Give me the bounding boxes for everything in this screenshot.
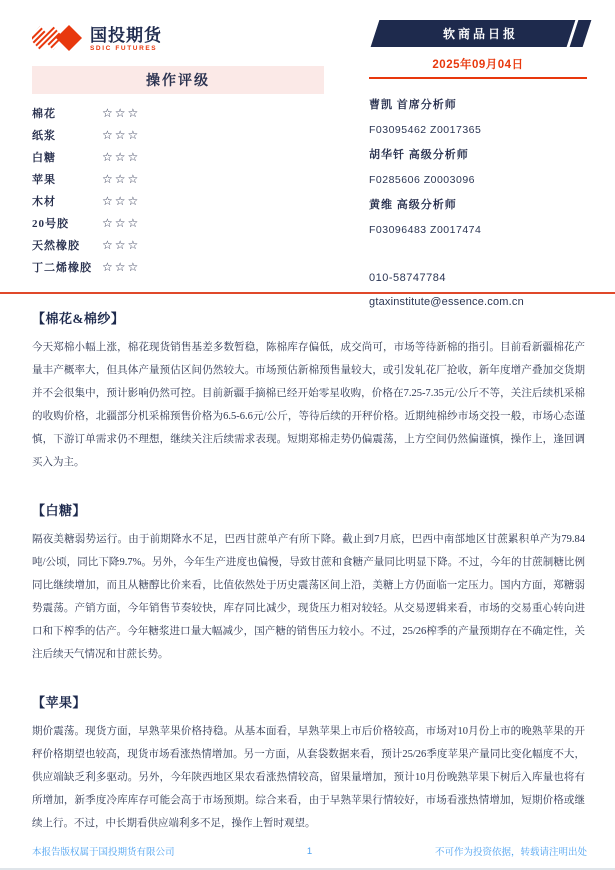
report-content <box>32 308 585 861</box>
header-right-column <box>369 20 587 314</box>
analyst-name: 胡华钎 高级分析师 <box>369 149 469 161</box>
sdic-logo <box>32 20 332 60</box>
brand-name-cn: 国投期货 <box>90 26 162 46</box>
rating-stars: ☆☆☆ <box>102 106 141 120</box>
section-body: 期价震荡。现货方面，早熟苹果价格持稳。从基本面看，早熟苹果上市后价格较高，市场对10月份上市的晚熟苹果的开秤价格期望也较高，现货市场看涨热情增加。另一方面，从套袋数据来看，预计25/26季度苹果产量同比变化幅度不大，供应端缺乏利多驱动。另外，今年陕西地区果农看涨热情较高，留果量增加，预计10月份晚熟苹果下树后入库量也将有所增加，新季度冷库库存可能会高于市场预期。综合来看，由于早熟苹果行情较好，市场看涨热情增加，短期价格或继续上行。不过，中长期看供应端利多不足，操作上暂时观望。 <box>32 726 585 829</box>
rating-row <box>32 124 332 146</box>
rating-commodity-label: 苹果 <box>32 174 56 186</box>
contact-phone: 010-58747784 <box>369 272 446 284</box>
rating-commodity-label: 丁二烯橡胶 <box>32 262 92 274</box>
rating-row <box>32 212 332 234</box>
rating-row <box>32 168 332 190</box>
rating-row <box>32 146 332 168</box>
analyst-list <box>369 93 587 314</box>
section-title: 【白糖】 <box>32 503 87 518</box>
footer-copyright: 本报告版权属于国投期货有限公司 <box>32 847 175 858</box>
contact-email: gtaxinstitute@essence.com.cn <box>369 296 524 308</box>
rating-commodity-label: 白糖 <box>32 152 56 164</box>
rating-row <box>32 102 332 124</box>
section-cotton <box>32 308 585 474</box>
rating-stars: ☆☆☆ <box>102 172 141 186</box>
sdic-logo-icon <box>32 20 84 61</box>
rating-list <box>32 102 332 278</box>
rating-box-header <box>32 66 324 94</box>
rating-row <box>32 234 332 256</box>
rating-stars: ☆☆☆ <box>102 216 141 230</box>
rating-stars: ☆☆☆ <box>102 238 141 252</box>
logo-text <box>90 27 162 53</box>
section-body: 今天郑棉小幅上涨，棉花现货销售基差多数暂稳，陈棉库存偏低，成交尚可，市场等待新棉的指引。目前看新疆棉花产量丰产概率大，但具体产量预估区间仍然较大。市场预估新棉预售量较大，或引发轧花厂抢收，新年度增产叠加交货期并不会很集中，预计影响仍然可控。目前新疆手摘棉已经开始零星收购，价格在7.25-7.35元/公斤不等，关注后续机采棉的收购价格，北疆部分机采棉预售价格为6.5-6.6元/公斤，等待后续的开秤价格。近期纯棉纱市场交投一般，市场心态谨慎，下游订单需求仍不理想，继续关注后续需求表现。短期郑棉走势仍偏震荡，上方空间仍然偏谨慎，操作上，逢回调买入为主。 <box>32 342 585 468</box>
report-type-banner <box>371 20 592 47</box>
analyst-license-codes: F0285606 Z0003096 <box>369 174 475 186</box>
page-number: 1 <box>306 845 313 857</box>
rating-commodity-label: 纸浆 <box>32 130 56 142</box>
section-apple <box>32 692 585 835</box>
brand-name-en: SDIC FUTURES <box>90 45 158 53</box>
rating-stars: ☆☆☆ <box>102 150 141 164</box>
header-divider <box>0 292 615 294</box>
rating-commodity-label: 棉花 <box>32 108 56 120</box>
rating-commodity-label: 木材 <box>32 196 56 208</box>
section-title: 【苹果】 <box>32 695 87 710</box>
report-footer <box>32 844 587 858</box>
report-date: 2025年09月04日 <box>369 56 587 79</box>
section-sugar <box>32 500 585 666</box>
rating-row <box>32 190 332 212</box>
rating-commodity-label: 20号胶 <box>32 218 69 230</box>
report-header <box>0 0 615 314</box>
header-left-column <box>32 20 332 314</box>
rating-stars: ☆☆☆ <box>102 260 141 274</box>
analyst-license-codes: F03096483 Z0017474 <box>369 224 482 236</box>
rating-commodity-label: 天然橡胶 <box>32 240 80 252</box>
rating-stars: ☆☆☆ <box>102 194 141 208</box>
analyst-name: 黄维 高级分析师 <box>369 199 457 211</box>
rating-box-title: 操作评级 <box>146 74 210 89</box>
analyst-name: 曹凯 首席分析师 <box>369 99 457 111</box>
section-body: 隔夜美糖弱势运行。由于前期降水不足，巴西甘蔗单产有所下降。截止到7月底，巴西中南部地区甘蔗累积单产为79.84吨/公顷，同比下降9.7%。另外，今年生产进度也偏慢，导致甘蔗和食糖产量同比明显下降。不过，今年的甘蔗制糖比例同比继续增加，而且从糖醇比价来看，比值依然处于历史震荡区间上沿，美糖上方仍面临一定压力。国内方面，郑糖弱势震荡。产销方面，今年销售节奏较快，库存同比减少，现货压力相对较轻。从交易逻辑来看，市场的交易重心转向进口和下榨季的估产。今年糖浆进口量大幅减少，国产糖的销售压力较小。不过，25/26榨季的产量预期存在不确定性，关注后续天气情况和甘蔗长势。 <box>32 534 585 660</box>
footer-disclaimer: 不可作为投资依据，转载请注明出处 <box>434 847 587 858</box>
rating-stars: ☆☆☆ <box>102 128 141 142</box>
section-title: 【棉花&棉纱】 <box>32 311 125 326</box>
rating-row <box>32 256 332 278</box>
analyst-license-codes: F03095462 Z0017365 <box>369 124 482 136</box>
report-type-label: 软商品日报 <box>443 27 519 41</box>
